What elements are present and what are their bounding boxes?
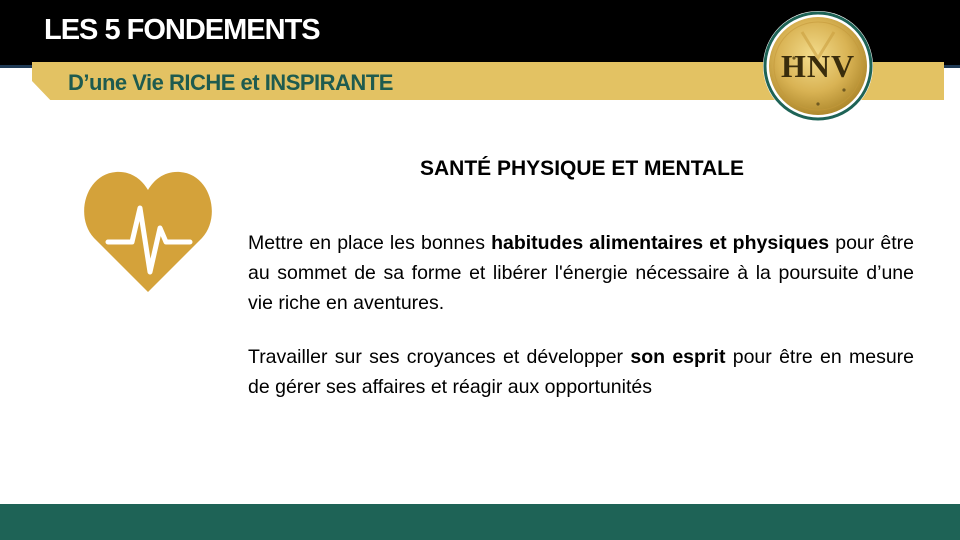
footer-bar <box>0 504 960 540</box>
section-title: SANTÉ PHYSIQUE ET MENTALE <box>420 157 744 180</box>
paragraph-mindset: Travailler sur ses croyances et développer son esprit pour être en mesure de gérer ses affaires et réagir aux opportunités <box>248 346 915 398</box>
heart-pulse-icon <box>82 168 214 294</box>
hnv-logo <box>762 10 874 122</box>
page-subtitle: D’une Vie RICHE et INSPIRANTE <box>68 70 393 95</box>
page-title: LES 5 FONDEMENTS <box>44 14 320 46</box>
paragraph-habits: Mettre en place les bonnes habitudes alimentaires et physiques pour être au sommet de sa forme et libérer l'énergie nécessaire à la poursuite d’une vie riche en aventures. <box>248 232 914 314</box>
logo-text: HNV <box>780 48 856 84</box>
